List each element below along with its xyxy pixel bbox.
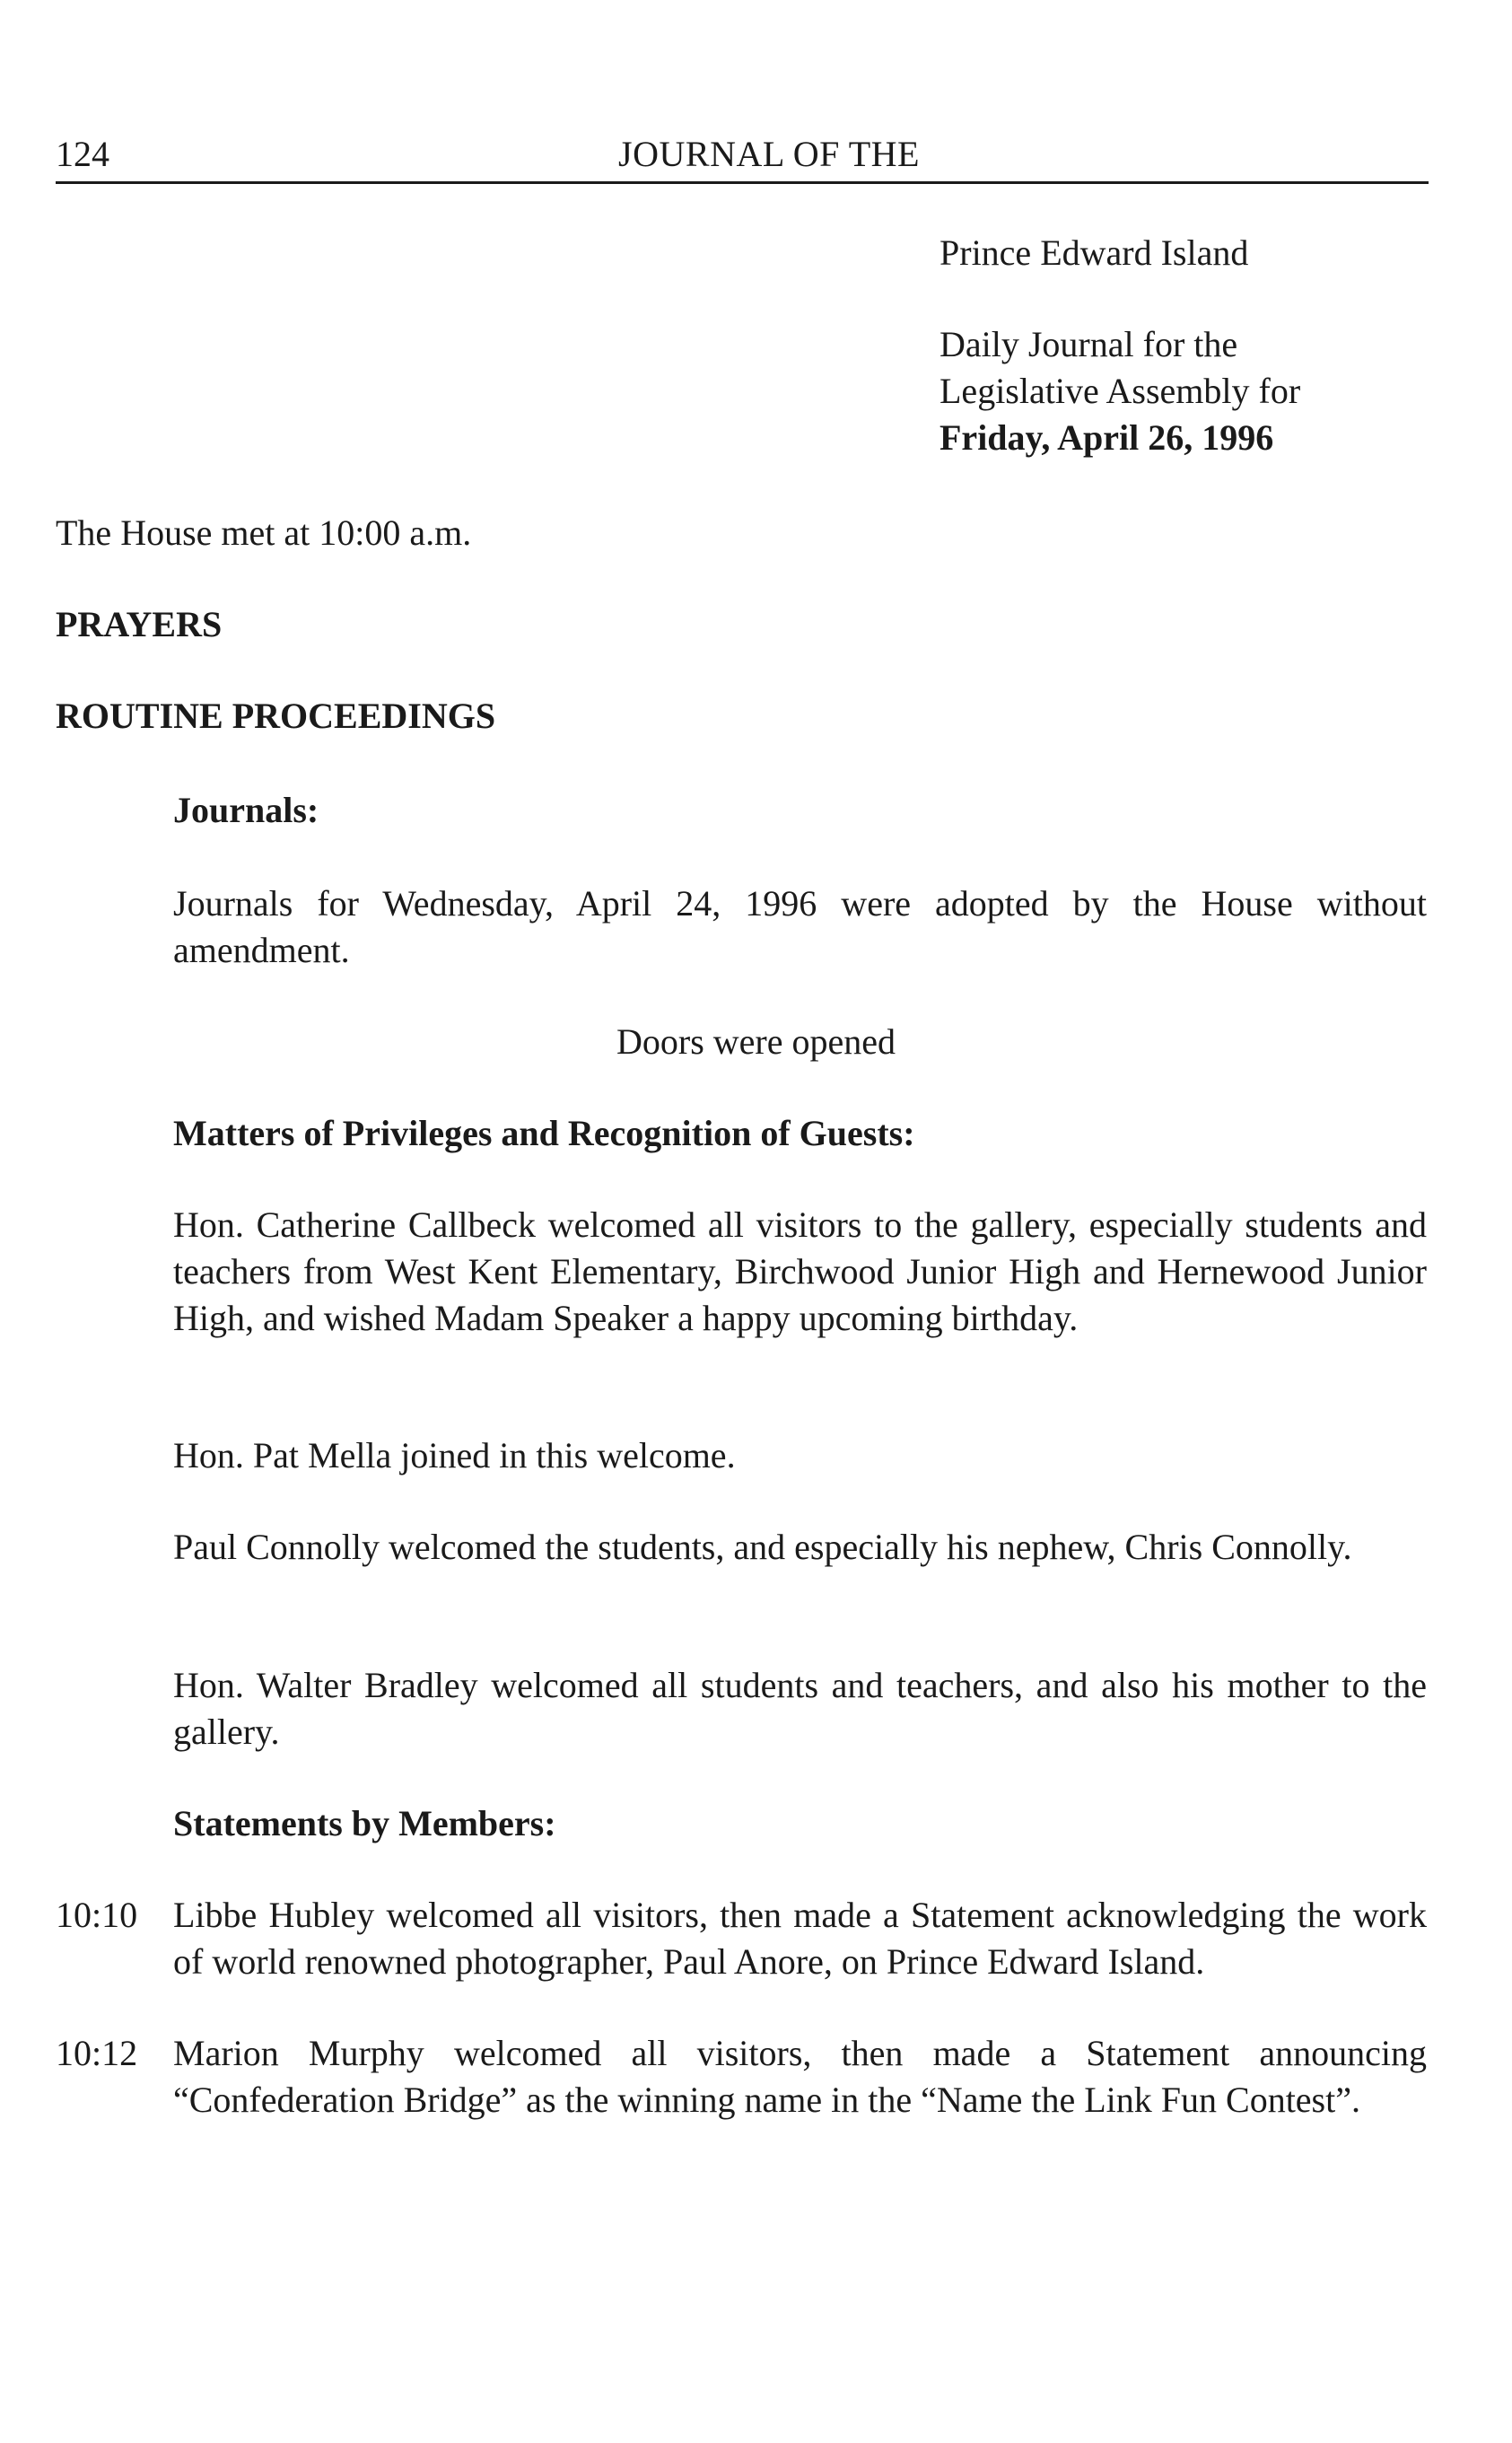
routine-proceedings-heading: ROUTINE PROCEEDINGS bbox=[56, 696, 496, 736]
opening-line: The House met at 10:00 a.m. bbox=[56, 512, 472, 553]
masthead-line-1: Daily Journal for the bbox=[940, 324, 1238, 364]
page-header bbox=[56, 131, 1429, 184]
statement-text-2: Marion Murphy welcomed all visitors, then made a Statement announcing “Confederation Bridge” as the winning name in the “Name the Link Fun Contest”. bbox=[173, 2033, 1427, 2120]
statement-time-2: 10:12 bbox=[56, 2033, 138, 2073]
journals-text: Journals for Wednesday, April 24, 1996 were adopted by the House without amendment. bbox=[173, 883, 1427, 970]
masthead-province: Prince Edward Island bbox=[940, 232, 1249, 273]
statement-time-1: 10:10 bbox=[56, 1895, 138, 1935]
journals-heading: Journals: bbox=[173, 790, 319, 830]
running-title: JOURNAL OF THE bbox=[618, 134, 920, 174]
masthead-date: Friday, April 26, 1996 bbox=[940, 417, 1274, 458]
page-number: 124 bbox=[56, 134, 109, 174]
privileges-paragraph-4: Hon. Walter Bradley welcomed all students and teachers, and also his mother to the gallery. bbox=[173, 1665, 1427, 1752]
statements-heading: Statements by Members: bbox=[173, 1803, 556, 1843]
privileges-paragraph-2: Hon. Pat Mella joined in this welcome. bbox=[173, 1435, 736, 1475]
statement-text-1: Libbe Hubley welcomed all visitors, then made a Statement acknowledging the work of world renowned photographer, Paul Anore, on Prince Edward Island. bbox=[173, 1895, 1427, 1982]
doors-opened: Doors were opened bbox=[616, 1021, 896, 1062]
privileges-heading: Matters of Privileges and Recognition of Guests: bbox=[173, 1113, 915, 1153]
privileges-paragraph-3: Paul Connolly welcomed the students, and especially his nephew, Chris Connolly. bbox=[173, 1527, 1352, 1567]
prayers-heading: PRAYERS bbox=[56, 604, 223, 644]
masthead bbox=[940, 230, 1442, 461]
privileges-paragraph-1: Hon. Catherine Callbeck welcomed all visitors to the gallery, especially students and teachers from West Kent Elementary, Birchwood Junior High and Hernewood Junior High, and wished Madam Speaker a happy upcoming birthday. bbox=[173, 1204, 1427, 1338]
masthead-line-2: Legislative Assembly for bbox=[940, 371, 1301, 411]
